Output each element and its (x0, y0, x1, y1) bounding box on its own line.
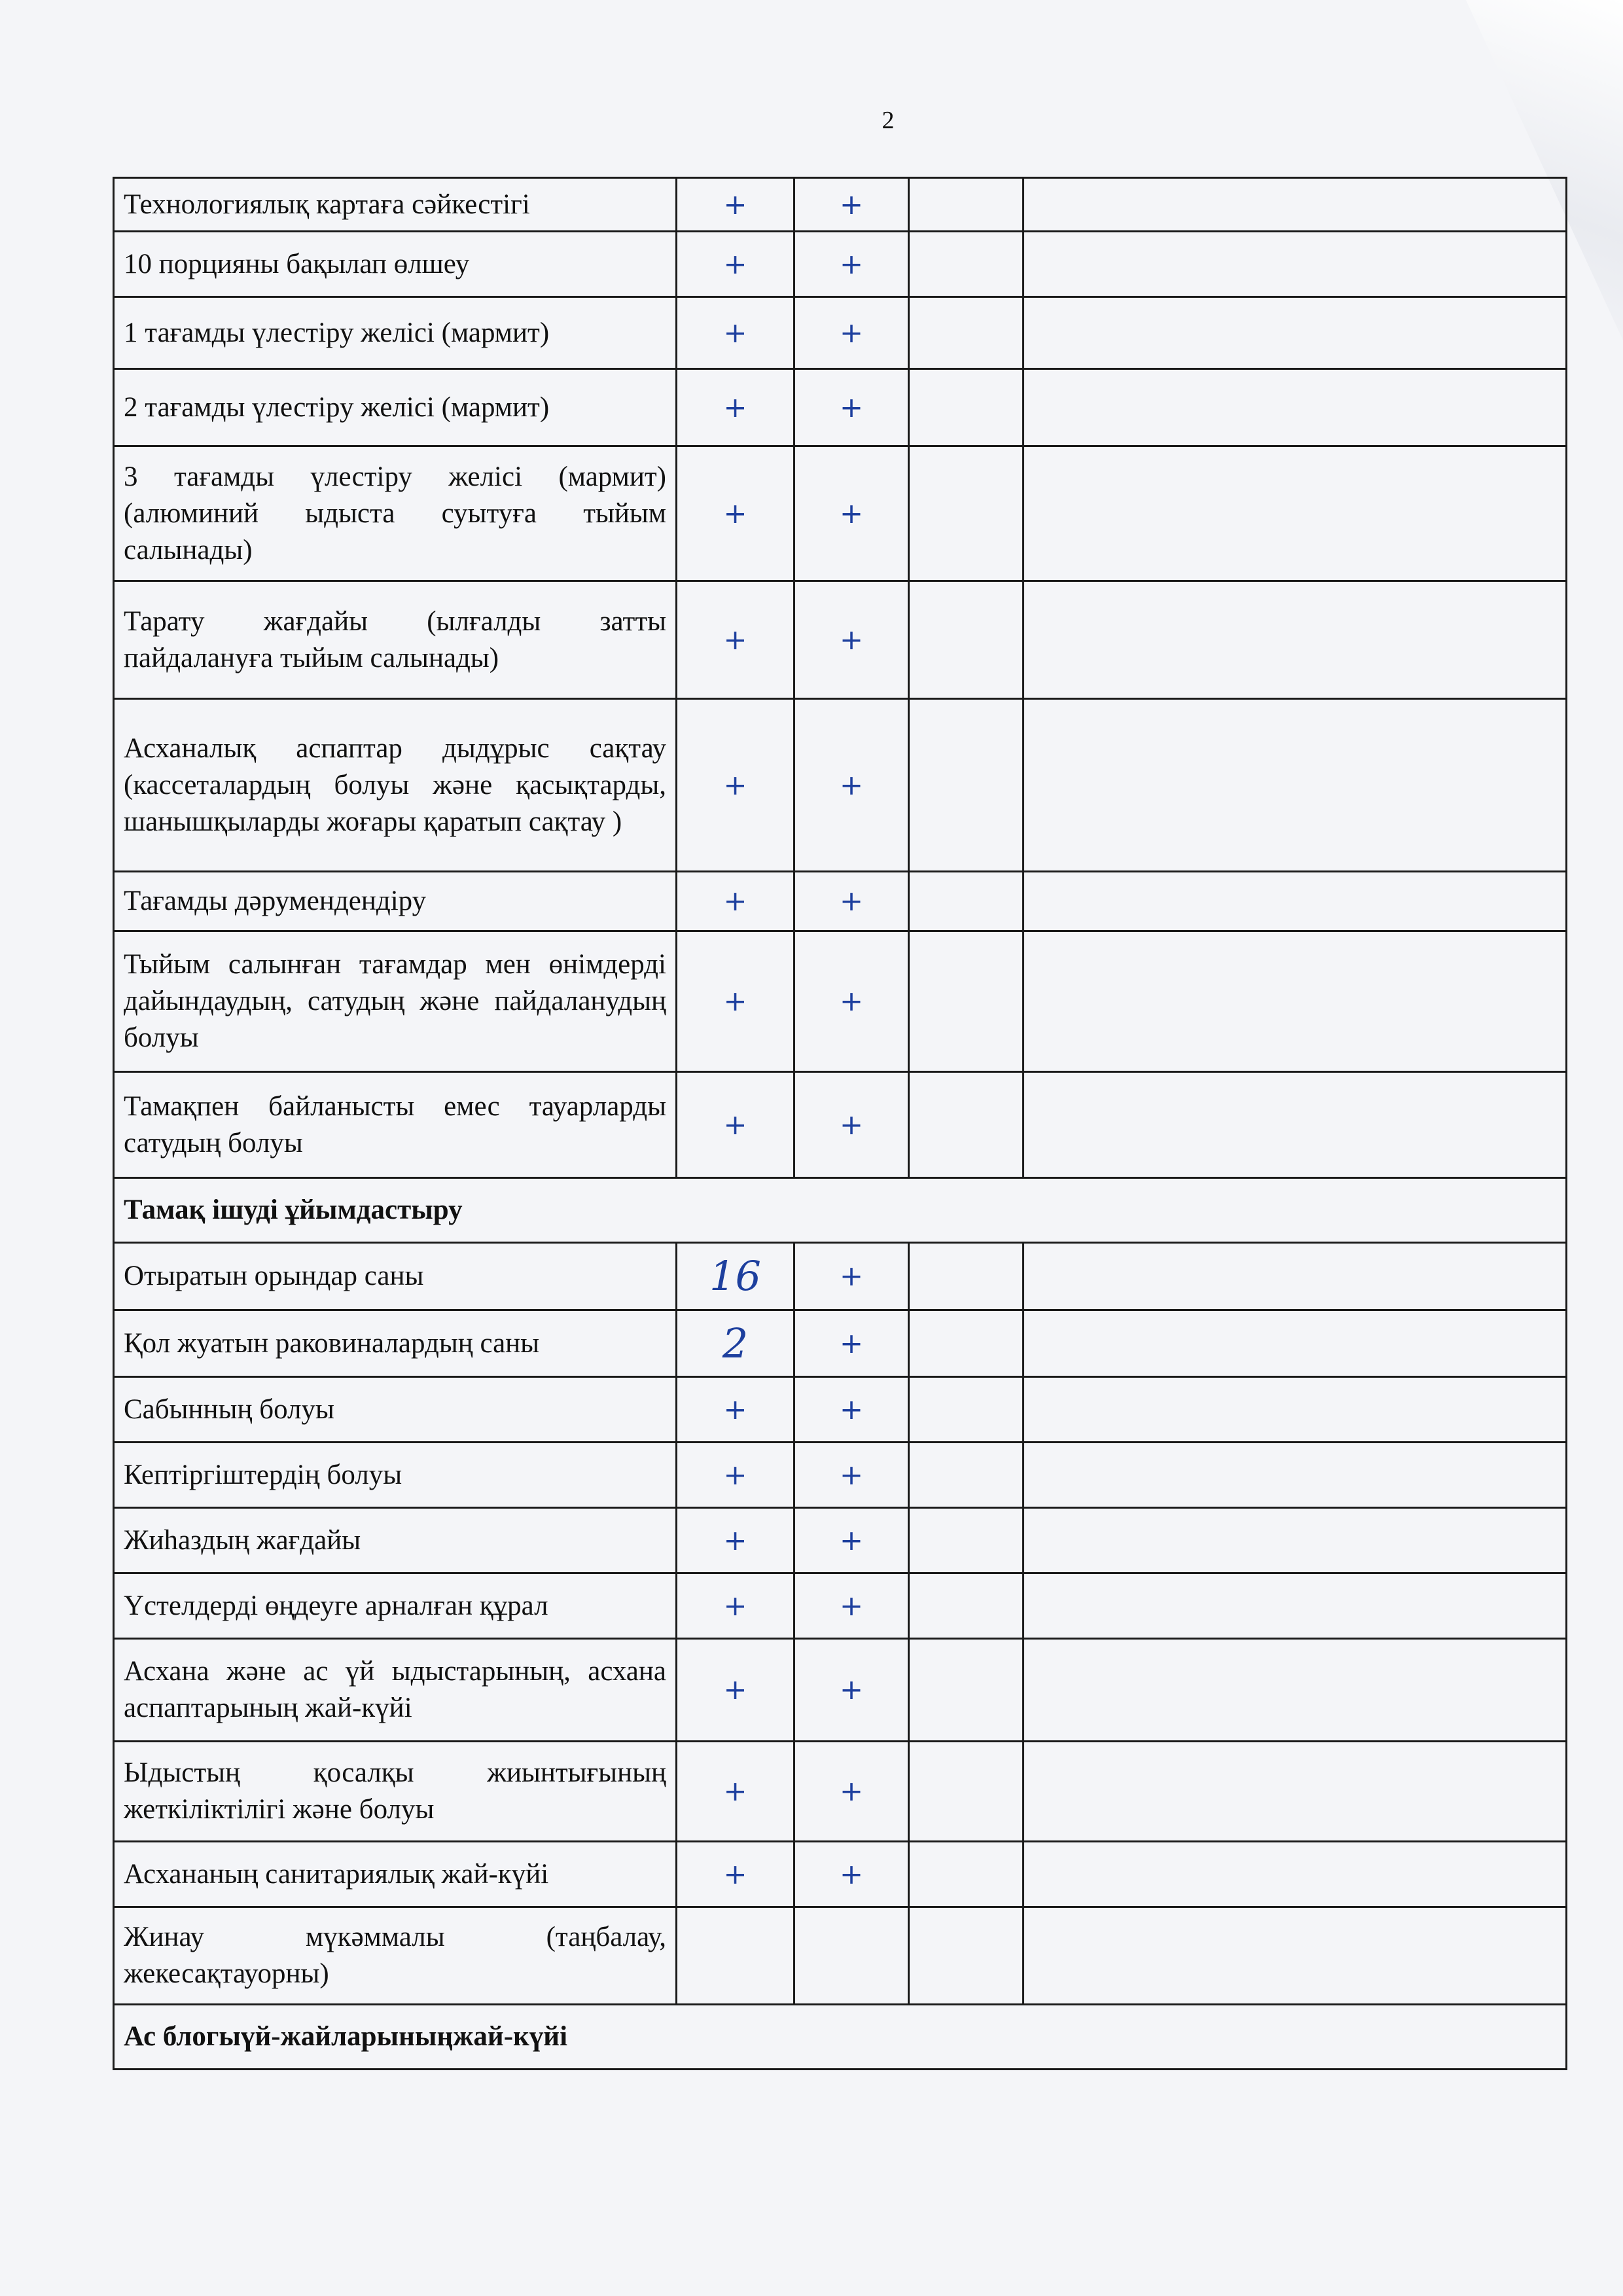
empty-cell (1024, 1508, 1567, 1573)
table-row (114, 297, 1567, 369)
empty-cell (909, 1377, 1024, 1443)
row-label: Асхана және ас үй ыдыстарының, асхана аспаптарының жай-күйі (114, 1639, 677, 1742)
row-label: Асхананың санитариялық жай-күйі (114, 1842, 677, 1907)
check-mark: + (677, 699, 794, 872)
table-row (114, 872, 1567, 931)
empty-cell (909, 232, 1024, 297)
table-row (114, 1243, 1567, 1310)
empty-cell (909, 1742, 1024, 1842)
table-row (114, 1072, 1567, 1178)
check-mark: + (794, 1377, 909, 1443)
empty-cell (909, 581, 1024, 699)
empty-cell (1024, 369, 1567, 446)
empty-cell (1024, 297, 1567, 369)
empty-cell (1024, 232, 1567, 297)
check-mark: + (794, 1310, 909, 1377)
row-label: Қол жуатын раковиналардың саны (114, 1310, 677, 1377)
empty-cell (909, 1573, 1024, 1639)
row-label: Тағамды дәрумендендіру (114, 872, 677, 931)
check-mark: + (677, 446, 794, 581)
table-row (114, 1842, 1567, 1907)
empty-cell (909, 1508, 1024, 1573)
count-value: 2 (677, 1310, 794, 1377)
row-label: Технологиялық картаға сәйкестігі (114, 178, 677, 232)
empty-cell (1024, 872, 1567, 931)
check-mark: + (794, 1742, 909, 1842)
row-label: Кептіргіштердің болуы (114, 1443, 677, 1508)
check-mark: + (677, 581, 794, 699)
table-row (114, 1639, 1567, 1742)
table-row (114, 1310, 1567, 1377)
check-mark: + (677, 232, 794, 297)
check-mark: + (677, 931, 794, 1072)
row-label: Жинау мүкәммалы (таңбалау, жекесақтауорны) (114, 1907, 677, 2005)
row-label: Жиһаздың жағдайы (114, 1508, 677, 1573)
table-row (114, 581, 1567, 699)
check-mark: + (794, 232, 909, 297)
check-mark: + (677, 369, 794, 446)
check-mark (677, 1907, 794, 2005)
empty-cell (909, 297, 1024, 369)
page-number: 2 (882, 107, 895, 134)
check-mark: + (677, 1443, 794, 1508)
row-label: Асханалық аспаптар дыдұрыс сақтау (кассеталардың болуы және қасықтарды, шанышқыларды жоғары қаратып сақтау ) (114, 699, 677, 872)
empty-cell (909, 1072, 1024, 1178)
check-mark: + (794, 1573, 909, 1639)
empty-cell (1024, 1310, 1567, 1377)
check-mark: + (794, 1639, 909, 1742)
empty-cell (1024, 178, 1567, 232)
empty-cell (909, 1310, 1024, 1377)
table-row (114, 1742, 1567, 1842)
check-mark: + (677, 1377, 794, 1443)
empty-cell (909, 931, 1024, 1072)
check-mark: + (794, 581, 909, 699)
section-heading: Тамақ ішуді ұйымдастыру (114, 1178, 1567, 1243)
row-label: 10 порцияны бақылап өлшеу (114, 232, 677, 297)
table-row (114, 369, 1567, 446)
table-row (114, 699, 1567, 872)
empty-cell (909, 1842, 1024, 1907)
empty-cell (1024, 1377, 1567, 1443)
section-heading: Ас блогыүй-жайларыныңжай-күйі (114, 2005, 1567, 2070)
table-row (114, 1573, 1567, 1639)
check-mark: + (794, 699, 909, 872)
table-row (114, 178, 1567, 232)
empty-cell (1024, 1243, 1567, 1310)
empty-cell (909, 699, 1024, 872)
empty-cell (909, 1907, 1024, 2005)
check-mark: + (677, 1742, 794, 1842)
count-value: 16 (677, 1243, 794, 1310)
check-mark: + (794, 931, 909, 1072)
empty-cell (1024, 1573, 1567, 1639)
table-row (114, 1907, 1567, 2005)
check-mark: + (794, 369, 909, 446)
empty-cell (1024, 581, 1567, 699)
row-label: Тыйым салынған тағамдар мен өнімдерді дайындаудың, сатудың және пайдаланудың болуы (114, 931, 677, 1072)
empty-cell (1024, 699, 1567, 872)
table-row (114, 931, 1567, 1072)
row-label: Сабынның болуы (114, 1377, 677, 1443)
empty-cell (909, 178, 1024, 232)
empty-cell (909, 1443, 1024, 1508)
empty-cell (909, 1243, 1024, 1310)
table-row (114, 1508, 1567, 1573)
section-row (114, 1178, 1567, 1243)
empty-cell (1024, 931, 1567, 1072)
row-label: Ыдыстың қосалқы жиынтығының жеткіліктілігі және болуы (114, 1742, 677, 1842)
check-mark: + (677, 178, 794, 232)
check-mark: + (794, 872, 909, 931)
check-mark: + (794, 1443, 909, 1508)
inspection-table (113, 177, 1567, 2070)
check-mark: + (677, 1508, 794, 1573)
check-mark: + (677, 1842, 794, 1907)
empty-cell (1024, 1443, 1567, 1508)
check-mark: + (794, 297, 909, 369)
check-mark: + (794, 1243, 909, 1310)
row-label: Тарату жағдайы (ылғалды затты пайдалануға тыйым салынады) (114, 581, 677, 699)
table-row (114, 446, 1567, 581)
empty-cell (909, 369, 1024, 446)
check-mark: + (677, 872, 794, 931)
row-label: 1 тағамды үлестіру желісі (мармит) (114, 297, 677, 369)
check-mark: + (677, 1639, 794, 1742)
check-mark: + (794, 1842, 909, 1907)
check-mark: + (794, 446, 909, 581)
empty-cell (909, 1639, 1024, 1742)
empty-cell (1024, 1072, 1567, 1178)
row-label: Үстелдерді өңдеуге арналған құрал (114, 1573, 677, 1639)
empty-cell (1024, 1742, 1567, 1842)
empty-cell (1024, 1639, 1567, 1742)
check-mark (794, 1907, 909, 2005)
section-row (114, 2005, 1567, 2070)
check-mark: + (794, 1072, 909, 1178)
row-label: 3 тағамды үлестіру желісі (мармит) (алюминий ыдыста суытуға тыйым салынады) (114, 446, 677, 581)
table-row (114, 1443, 1567, 1508)
check-mark: + (677, 1072, 794, 1178)
row-label: 2 тағамды үлестіру желісі (мармит) (114, 369, 677, 446)
empty-cell (909, 446, 1024, 581)
empty-cell (1024, 1842, 1567, 1907)
table-row (114, 1377, 1567, 1443)
row-label: Тамақпен байланысты емес тауарларды сатудың болуы (114, 1072, 677, 1178)
table-row (114, 232, 1567, 297)
row-label: Отыратын орындар саны (114, 1243, 677, 1310)
empty-cell (1024, 1907, 1567, 2005)
check-mark: + (677, 297, 794, 369)
check-mark: + (794, 1508, 909, 1573)
check-mark: + (794, 178, 909, 232)
empty-cell (1024, 446, 1567, 581)
check-mark: + (677, 1573, 794, 1639)
empty-cell (909, 872, 1024, 931)
